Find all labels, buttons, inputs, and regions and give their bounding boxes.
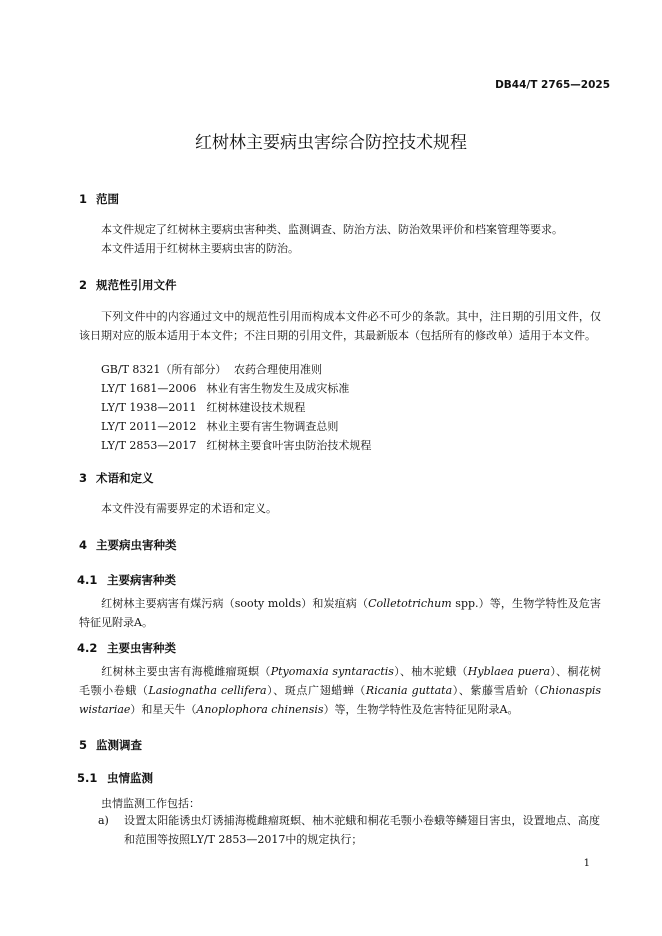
reference-code: LY/T 1938—2011 [101,401,197,414]
reference-name: 林业有害生物发生及成灾标准 [206,382,350,395]
reference-name: 林业主要有害生物调查总则 [206,420,339,433]
reference-name: 红树林主要食叶害虫防治技术规程 [206,439,372,452]
subsection-number: 4.1 [77,573,98,587]
subsection-4-2-heading [77,640,176,656]
reference-code: LY/T 2011—2012 [101,420,197,433]
subsection-title: 主要病害种类 [107,573,176,587]
page-number: 1 [583,858,590,869]
paragraph-text: ）、紫藤雪盾蚧（ [452,684,540,697]
section-title: 主要病虫害种类 [96,538,177,552]
paragraph-text: spp.）等，生物学特性及危害特征见附录A。 [79,597,601,629]
reference-name: 农药合理使用准则 [234,363,322,376]
section-2-heading [79,277,177,293]
reference-code: GB/T 8321（所有部分） [101,363,227,376]
subsection-title: 主要虫害种类 [107,641,176,655]
paragraph-text: 红树林主要病害有煤污病（sooty molds）和炭疽病（ [101,597,369,610]
section-number: 2 [79,278,88,292]
subsection-4-1-paragraph [79,594,601,632]
paragraph-text: 红树林主要虫害有海榄雌瘤斑螟（ [101,665,271,678]
subsection-title: 虫情监测 [107,771,153,785]
paragraph-text: 本文件规定了红树林主要病虫害种类、监测调查、防治方法、防治效果评价和档案管理等要求。 [101,223,563,236]
scientific-name: Colletotrichum [368,597,452,610]
subsection-4-1-heading [77,572,176,588]
document-title: 红树林主要病虫害综合防控技术规程 [195,133,467,153]
section-number: 5 [79,738,88,752]
paragraph-text: ）、柚木驼蛾（ [393,665,468,678]
section-number: 1 [79,192,88,206]
section-1-paragraph-1 [79,220,601,239]
subsection-number: 4.2 [77,641,98,655]
section-5-heading [79,737,142,753]
reference-name: 红树林建设技术规程 [206,401,306,414]
reference-code: LY/T 1681—2006 [101,382,197,395]
section-title: 监测调查 [96,738,142,752]
section-number: 4 [79,538,88,552]
section-title: 规范性引用文件 [96,278,177,292]
section-2-intro [79,307,601,345]
reference-item [101,361,322,377]
section-title: 范围 [96,192,119,206]
paragraph-text: ）等，生物学特性及危害特征见附录A。 [323,703,519,716]
standard-code: DB44/T 2765—2025 [495,79,610,91]
paragraph-text: ）、斑点广翅蜡蝉（ [266,684,366,697]
section-3-paragraph [79,499,601,518]
subsection-number: 5.1 [77,771,98,785]
paragraph-text: ）和星天牛（ [130,703,197,716]
reference-item [101,437,371,453]
reference-item [101,399,305,415]
reference-code: LY/T 2853—2017 [101,439,197,452]
paragraph-text: 本文件没有需要界定的术语和定义。 [101,502,277,515]
section-3-heading [79,470,154,486]
scientific-name: Lasiognatha cellifera [148,684,267,697]
section-1-heading [79,191,119,207]
section-number: 3 [79,471,88,485]
list-item-text: 设置太阳能诱虫灯诱捕海榄雌瘤斑螟、柚木驼蛾和桐花毛颚小卷蛾等鳞翅目害虫，设置地点、高度和范围等按照LY/T 2853—2017中的规定执行； [124,814,600,846]
list-item [98,811,600,849]
scientific-name: Chionaspis wistariae [79,684,602,716]
scientific-name: Hyblaea puera [467,665,551,678]
paragraph-text: ）、桐花树毛颚小卷蛾（ [79,665,602,697]
section-1-paragraph-2 [79,239,601,258]
subsection-5-1-intro: 虫情监测工作包括： [101,797,200,810]
reference-item [101,380,349,396]
list-marker: a) [98,814,109,827]
scientific-name: Ricania guttata [365,684,453,697]
paragraph-text: 本文件适用于红树林主要病虫害的防治。 [101,242,299,255]
section-title: 术语和定义 [96,471,154,485]
subsection-5-1-heading [77,770,153,786]
paragraph-text: 下列文件中的内容通过文中的规范性引用而构成本文件必不可少的条款。其中，注日期的引用文件，仅该日期对应的版本适用于本文件；不注日期的引用文件，其最新版本（包括所有的修改单）适用于本文件。 [79,310,601,342]
section-4-heading [79,537,177,553]
subsection-4-2-paragraph [79,662,601,719]
scientific-name: Anoplophora chinensis [196,703,324,716]
scientific-name: Ptyomaxia syntaractis [270,665,394,678]
reference-item [101,418,338,434]
